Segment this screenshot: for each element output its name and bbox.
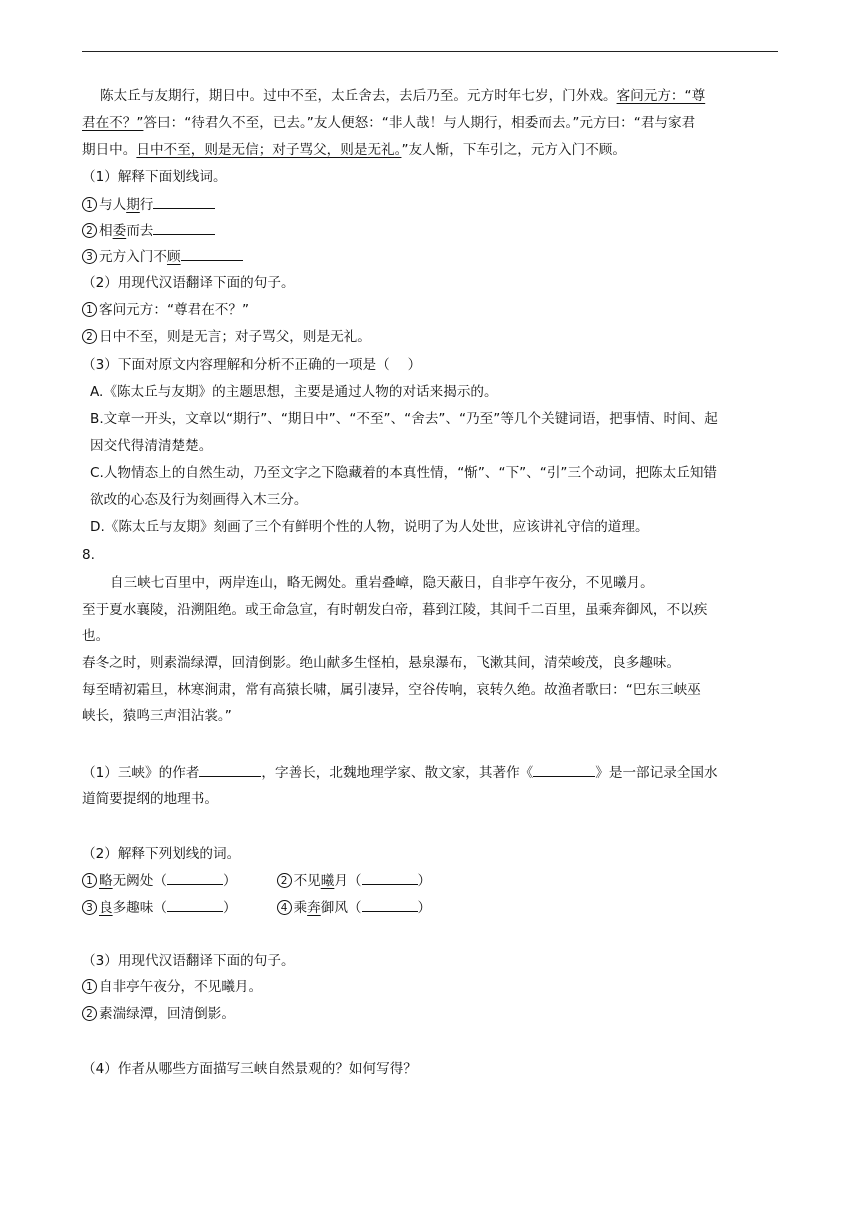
underlined-word: 曦 (320, 873, 335, 889)
paren: ） (222, 873, 237, 889)
q7-3-option-a[interactable]: A.《陈太丘与友期》的主题思想，主要是通过人物的对话来揭示的。 (90, 384, 498, 400)
item-text: 与人 (99, 197, 127, 213)
q7-3-option-c-cont: 欲改的心态及行为刻画得入木三分。 (90, 492, 308, 508)
question-text: 》是一部记录全国水 (595, 765, 718, 781)
q8-passage-p2-cont: 也。 (82, 628, 110, 644)
answer-blank[interactable] (167, 870, 223, 885)
answer-blank[interactable] (153, 220, 215, 235)
q8-passage-p3: 春冬之时，则素湍绿潭，回清倒影。绝山献多生怪柏，悬泉瀑布，飞漱其间，清荣峻茂，良多趣味。 (82, 655, 681, 671)
circled-number: 3 (82, 900, 97, 915)
item-text: 客问元方：“尊君在不？” (99, 302, 250, 318)
question-text: （1）三峡》的作者 (82, 765, 200, 781)
circled-number: 3 (82, 249, 97, 264)
answer-blank[interactable] (153, 194, 215, 209)
passage-text: 期日中。 (82, 142, 137, 158)
underlined-sentence: 客问元方：“尊 (616, 88, 706, 104)
header-rule (82, 51, 778, 52)
paren: ） (417, 873, 432, 889)
underlined-sentence: 日中不至，则是无信；对子骂父，则是无礼。 (136, 142, 402, 158)
item-text: 而去 (126, 223, 154, 239)
underlined-word: 良 (99, 900, 113, 916)
q8-passage-p1: 自三峡七百里中，两岸连山，略无阙处。重岩叠嶂，隐天蔽日，自非亭午夜分，不见曦月。 (110, 575, 654, 591)
author-blank[interactable] (199, 762, 261, 777)
item-text: 御风（ (320, 900, 362, 916)
paren: ） (222, 900, 237, 916)
q8-passage-p4: 每至晴初霜旦，林寒涧肃，常有高猿长啸，属引凄异，空谷传响，哀转久绝。故渔者歌曰：“巴东三峡巫 (82, 682, 701, 698)
q7-1-title: （1）解释下面划线词。 (82, 169, 227, 185)
passage-line-2 (82, 113, 778, 133)
underlined-word: 期 (126, 197, 140, 213)
q7-3-title: （3）下面对原文内容理解和分析不正确的一项是（ ） (82, 357, 422, 373)
q8-3-title: （3）用现代汉语翻译下面的句子。 (82, 953, 295, 969)
q8-passage-p4-cont: 峡长，猿鸣三声泪沾裳。” (82, 708, 232, 724)
item-text: 月（ (334, 873, 362, 889)
answer-blank[interactable] (362, 870, 418, 885)
question-text: ，字善长，北魏地理学家、散文家，其著作《 (261, 765, 534, 781)
circled-number: 1 (82, 979, 97, 994)
circled-number: 1 (82, 302, 97, 317)
q7-1-item-1 (82, 194, 778, 215)
circled-number: 2 (82, 223, 97, 238)
underlined-word: 奔 (307, 900, 321, 916)
q8-4-title: （4）作者从哪些方面描写三峡自然景观的？如何写得？ (82, 1061, 417, 1077)
book-blank[interactable] (533, 762, 595, 777)
circled-number: 4 (277, 900, 292, 915)
circled-number: 2 (277, 873, 292, 888)
passage-line-3 (82, 140, 778, 160)
item-text: 无阙处（ (112, 873, 167, 889)
underlined-word: 顾 (166, 249, 181, 265)
circled-number: 1 (82, 197, 97, 212)
passage-text: ”友人惭，下车引之，元方入门不顾。 (401, 142, 626, 158)
q8-1-line-2: 道简要提纲的地理书。 (82, 791, 218, 807)
item-text: 多趣味（ (112, 900, 167, 916)
q7-2-title: （2）用现代汉语翻译下面的句子。 (82, 275, 295, 291)
q7-3-option-c[interactable]: C.人物情态上的自然生动，乃至文字之下隐藏着的本真性情，“惭”、“下”、“引”三个动词，把陈太丘知错 (90, 465, 718, 481)
answer-blank[interactable] (362, 897, 418, 912)
item-text: 元方入门不 (99, 249, 167, 265)
item-text: 日中不至，则是无言；对子骂父，则是无礼。 (99, 329, 371, 345)
answer-blank[interactable] (167, 897, 223, 912)
q7-3-option-d[interactable]: D.《陈太丘与友期》刻画了三个有鲜明个性的人物，说明了为人处世，应该讲礼守信的道理。 (90, 519, 649, 535)
underlined-word: 委 (112, 223, 127, 239)
q7-2-item-2 (82, 327, 778, 347)
q7-1-item-3 (82, 246, 778, 267)
q8-1-line-1 (82, 762, 778, 783)
q7-2-item-1 (82, 300, 778, 320)
paren: ） (417, 900, 432, 916)
circled-number: 1 (82, 873, 97, 888)
passage-text: 答曰：“待君久不至，已去。”友人便怒：“非人哉！与人期行，相委而去。”元方曰：“君与家君 (143, 115, 696, 131)
q7-3-option-b-cont: 因交代得清清楚楚。 (90, 438, 213, 454)
underlined-word: 略 (99, 873, 113, 889)
passage-line-1 (100, 86, 778, 106)
q7-1-item-2 (82, 220, 778, 241)
item-text: 自非亭午夜分，不见曦月。 (99, 979, 263, 995)
passage-text: 陈太丘与友期行，期日中。过中不至，太丘舍去，去后乃至。元方时年七岁，门外戏。 (100, 88, 617, 104)
circled-number: 2 (82, 329, 97, 344)
item-text: 素湍绿潭，回清倒影。 (99, 1006, 235, 1022)
q8-number: 8. (82, 547, 95, 563)
item-text: 行 (139, 197, 154, 213)
q8-3-item-2 (82, 1004, 778, 1024)
answer-blank[interactable] (181, 246, 243, 261)
q8-2-title: （2）解释下列划线的词。 (82, 846, 241, 862)
circled-number: 2 (82, 1006, 97, 1021)
item-text: 乘 (293, 900, 308, 916)
q8-3-item-1 (82, 977, 778, 997)
item-text: 不见 (293, 873, 321, 889)
q8-2-row-1 (82, 870, 778, 891)
item-text: 相 (99, 223, 113, 239)
q8-passage-p2: 至于夏水襄陵，沿溯阻绝。或王命急宣，有时朝发白帝，暮到江陵，其间千二百里，虽乘奔御风，不以疾 (82, 602, 708, 618)
q8-2-row-2 (82, 897, 778, 918)
q7-3-option-b[interactable]: B.文章一开头，文章以“期行”、“期日中”、“不至”、“舍去”、“乃至”等几个关键词语，把事情、时间、起 (90, 411, 718, 427)
underlined-sentence: 君在不？” (82, 115, 144, 131)
